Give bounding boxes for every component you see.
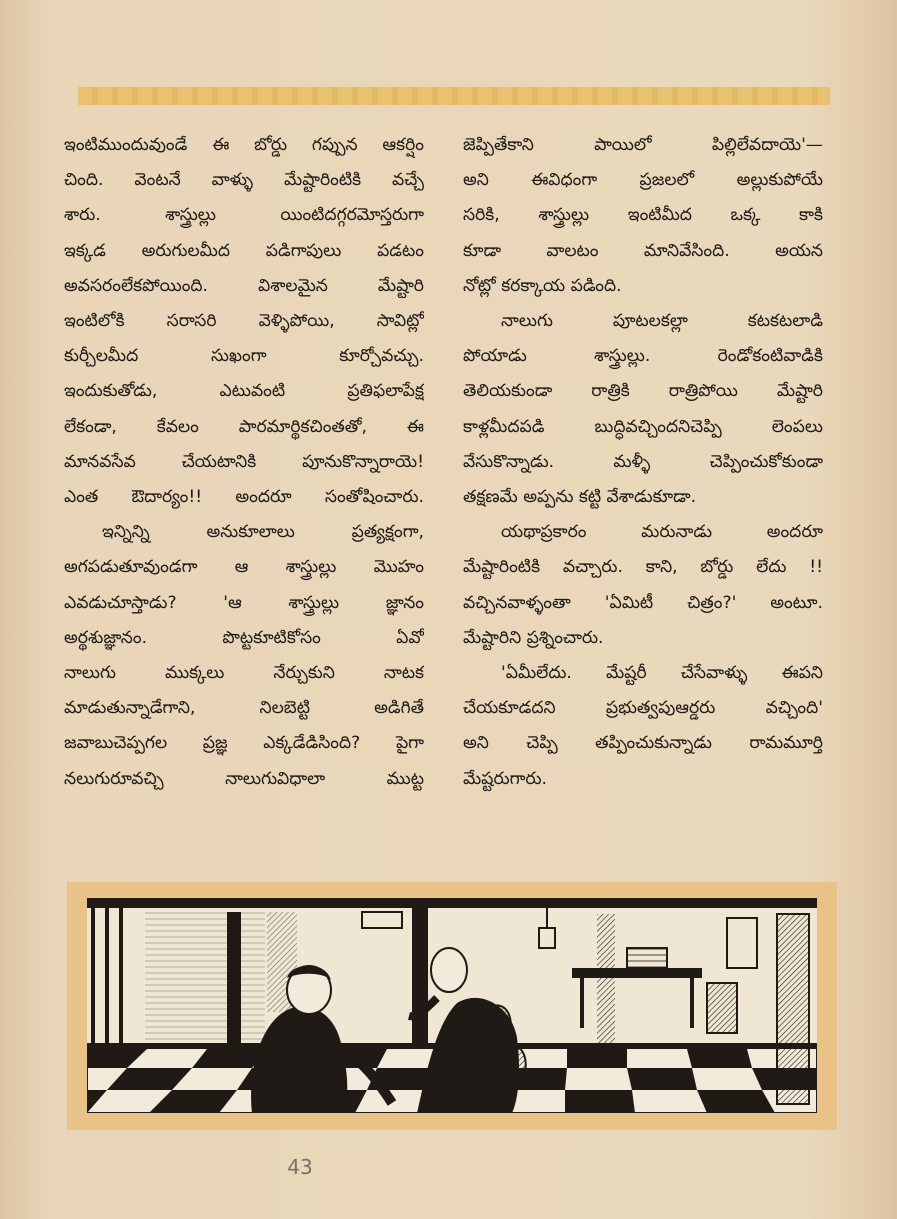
left-line-17: మాడుతున్నాడేగాని, నిలబెట్టి అడిగితే bbox=[64, 698, 424, 719]
right-line-13: మేష్టారింటికి వచ్చారు. కాని, బోర్డు లేదు !! bbox=[463, 557, 823, 578]
right-line-10: వేసుకొన్నాడు. మళ్ళీ చెప్పించుకోకుండా bbox=[463, 451, 823, 472]
right-line-11: తక్షణమే అప్పను కట్టి వేశాడుకూడా. bbox=[463, 487, 697, 508]
left-line-8: ఇందుకుతోడు, ఎటువంటి ప్రతిఫలాపేక్ష bbox=[64, 381, 424, 402]
right-line-9: కాళ్లమీదపడి బుద్ధివచ్చిందనిచెప్పి లెంపలు bbox=[463, 416, 823, 437]
illustration-drawing bbox=[87, 898, 817, 1113]
left-text-column bbox=[64, 128, 424, 797]
right-line-17: చేయకూడదని ప్రభుత్వపుఆర్డరు వచ్చింది' bbox=[463, 698, 823, 719]
left-line-2: చింది. వెంటనే వాళ్ళు మేష్టారింటికి వచ్చే bbox=[64, 170, 424, 191]
right-line-1: జెప్పితేకాని పాయిలో పిల్లిలేవదాయె'— bbox=[463, 135, 823, 155]
left-line-6: ఇంటిలోకి సరాసరి వెళ్ళిపోయి, సావిట్లో bbox=[64, 311, 424, 332]
left-line-1: ఇంటిముందువుండే ఈ బోర్డు గప్పున ఆకర్షిం bbox=[64, 135, 424, 155]
left-line-19: నలుగురూవచ్చి నాలుగువిధాలా ముట్ట bbox=[64, 768, 424, 789]
left-line-10: మానవసేవ చేయటానికి పూనుకొన్నారాయె! bbox=[64, 451, 424, 472]
left-line-16: నాలుగు ముక్కలు నేర్చుకుని నాటక bbox=[64, 663, 424, 684]
left-line-13: అగపడుతూవుండగా ఆ శాస్త్రుల్లు మొహం bbox=[64, 557, 424, 578]
right-line-4: కూడా వాలటం మానివేసింది. అయన bbox=[463, 240, 823, 261]
right-line-8: తెలియకుండా రాత్రికి రాత్రిపోయి మేష్టారి bbox=[463, 381, 823, 402]
left-line-18: జవాబుచెప్పగల ప్రజ్ఞ ఎక్కడేడిసింది? పైగా bbox=[64, 733, 424, 754]
right-line-15: మేష్టారిని ప్రశ్నించారు. bbox=[463, 627, 604, 648]
right-line-19: మేష్టరుగారు. bbox=[463, 768, 548, 789]
right-line-6: నాలుగు పూటలకల్లా కటకటలాడి bbox=[501, 311, 823, 332]
story-illustration bbox=[67, 882, 837, 1130]
left-line-3: శారు. శాస్త్రుల్లు యింటిదగ్గరమోస్తరుగా bbox=[64, 205, 424, 226]
left-line-14: ఎవడుచూస్తాడు? 'ఆ శాస్త్రుల్లు జ్ఞానం bbox=[64, 592, 424, 613]
page-number: 43 bbox=[287, 1155, 313, 1179]
right-text-column bbox=[463, 128, 823, 797]
right-line-18: అని చెప్పి తప్పించుకున్నాడు రామమూర్తి bbox=[463, 733, 823, 754]
left-line-5: అవసరంలేకపోయింది. విశాలమైన మేష్టారి bbox=[64, 275, 424, 296]
left-line-4: ఇక్కడ అరుగులమీద పడిగాపులు పడటం bbox=[64, 240, 424, 261]
right-line-2: అని ఈవిధంగా ప్రజలలో అల్లుకుపోయే bbox=[463, 170, 823, 191]
right-line-14: వచ్చినవాళ్ళంతా 'ఏమిటీ చిత్రం?' అంటూ. bbox=[463, 592, 823, 613]
right-line-12: యథాప్రకారం మరునాడు అందరూ bbox=[501, 522, 823, 543]
right-line-16: 'ఏమీలేదు. మేష్టరీ చేసేవాళ్ళు ఈపని bbox=[501, 663, 823, 684]
right-line-7: పోయాడు శాస్త్రుల్లు. రెండోకంటివాడికి bbox=[463, 346, 823, 367]
left-line-11: ఎంత ఔదార్యం!! అందరూ సంతోషించారు. bbox=[64, 487, 424, 508]
right-line-3: సరికి, శాస్త్రుల్లు ఇంటిమీద ఒక్క కాకి bbox=[463, 205, 823, 226]
right-line-5: నోట్లో కరక్కాయ పడింది. bbox=[463, 275, 622, 296]
decorative-border-band bbox=[78, 87, 830, 105]
left-line-9: లేకండా, కేవలం పారమార్థికచింతతో, ఈ bbox=[64, 416, 424, 437]
left-line-12: ఇన్నిన్ని అనుకూలాలు ప్రత్యక్షంగా, bbox=[102, 522, 424, 543]
left-line-7: కుర్చీలమీద సుఖంగా కూర్చోవచ్చు. bbox=[64, 346, 424, 367]
left-line-15: అర్థశుజ్ఞానం. పొట్టకూటికోసం ఏవో bbox=[64, 627, 424, 648]
